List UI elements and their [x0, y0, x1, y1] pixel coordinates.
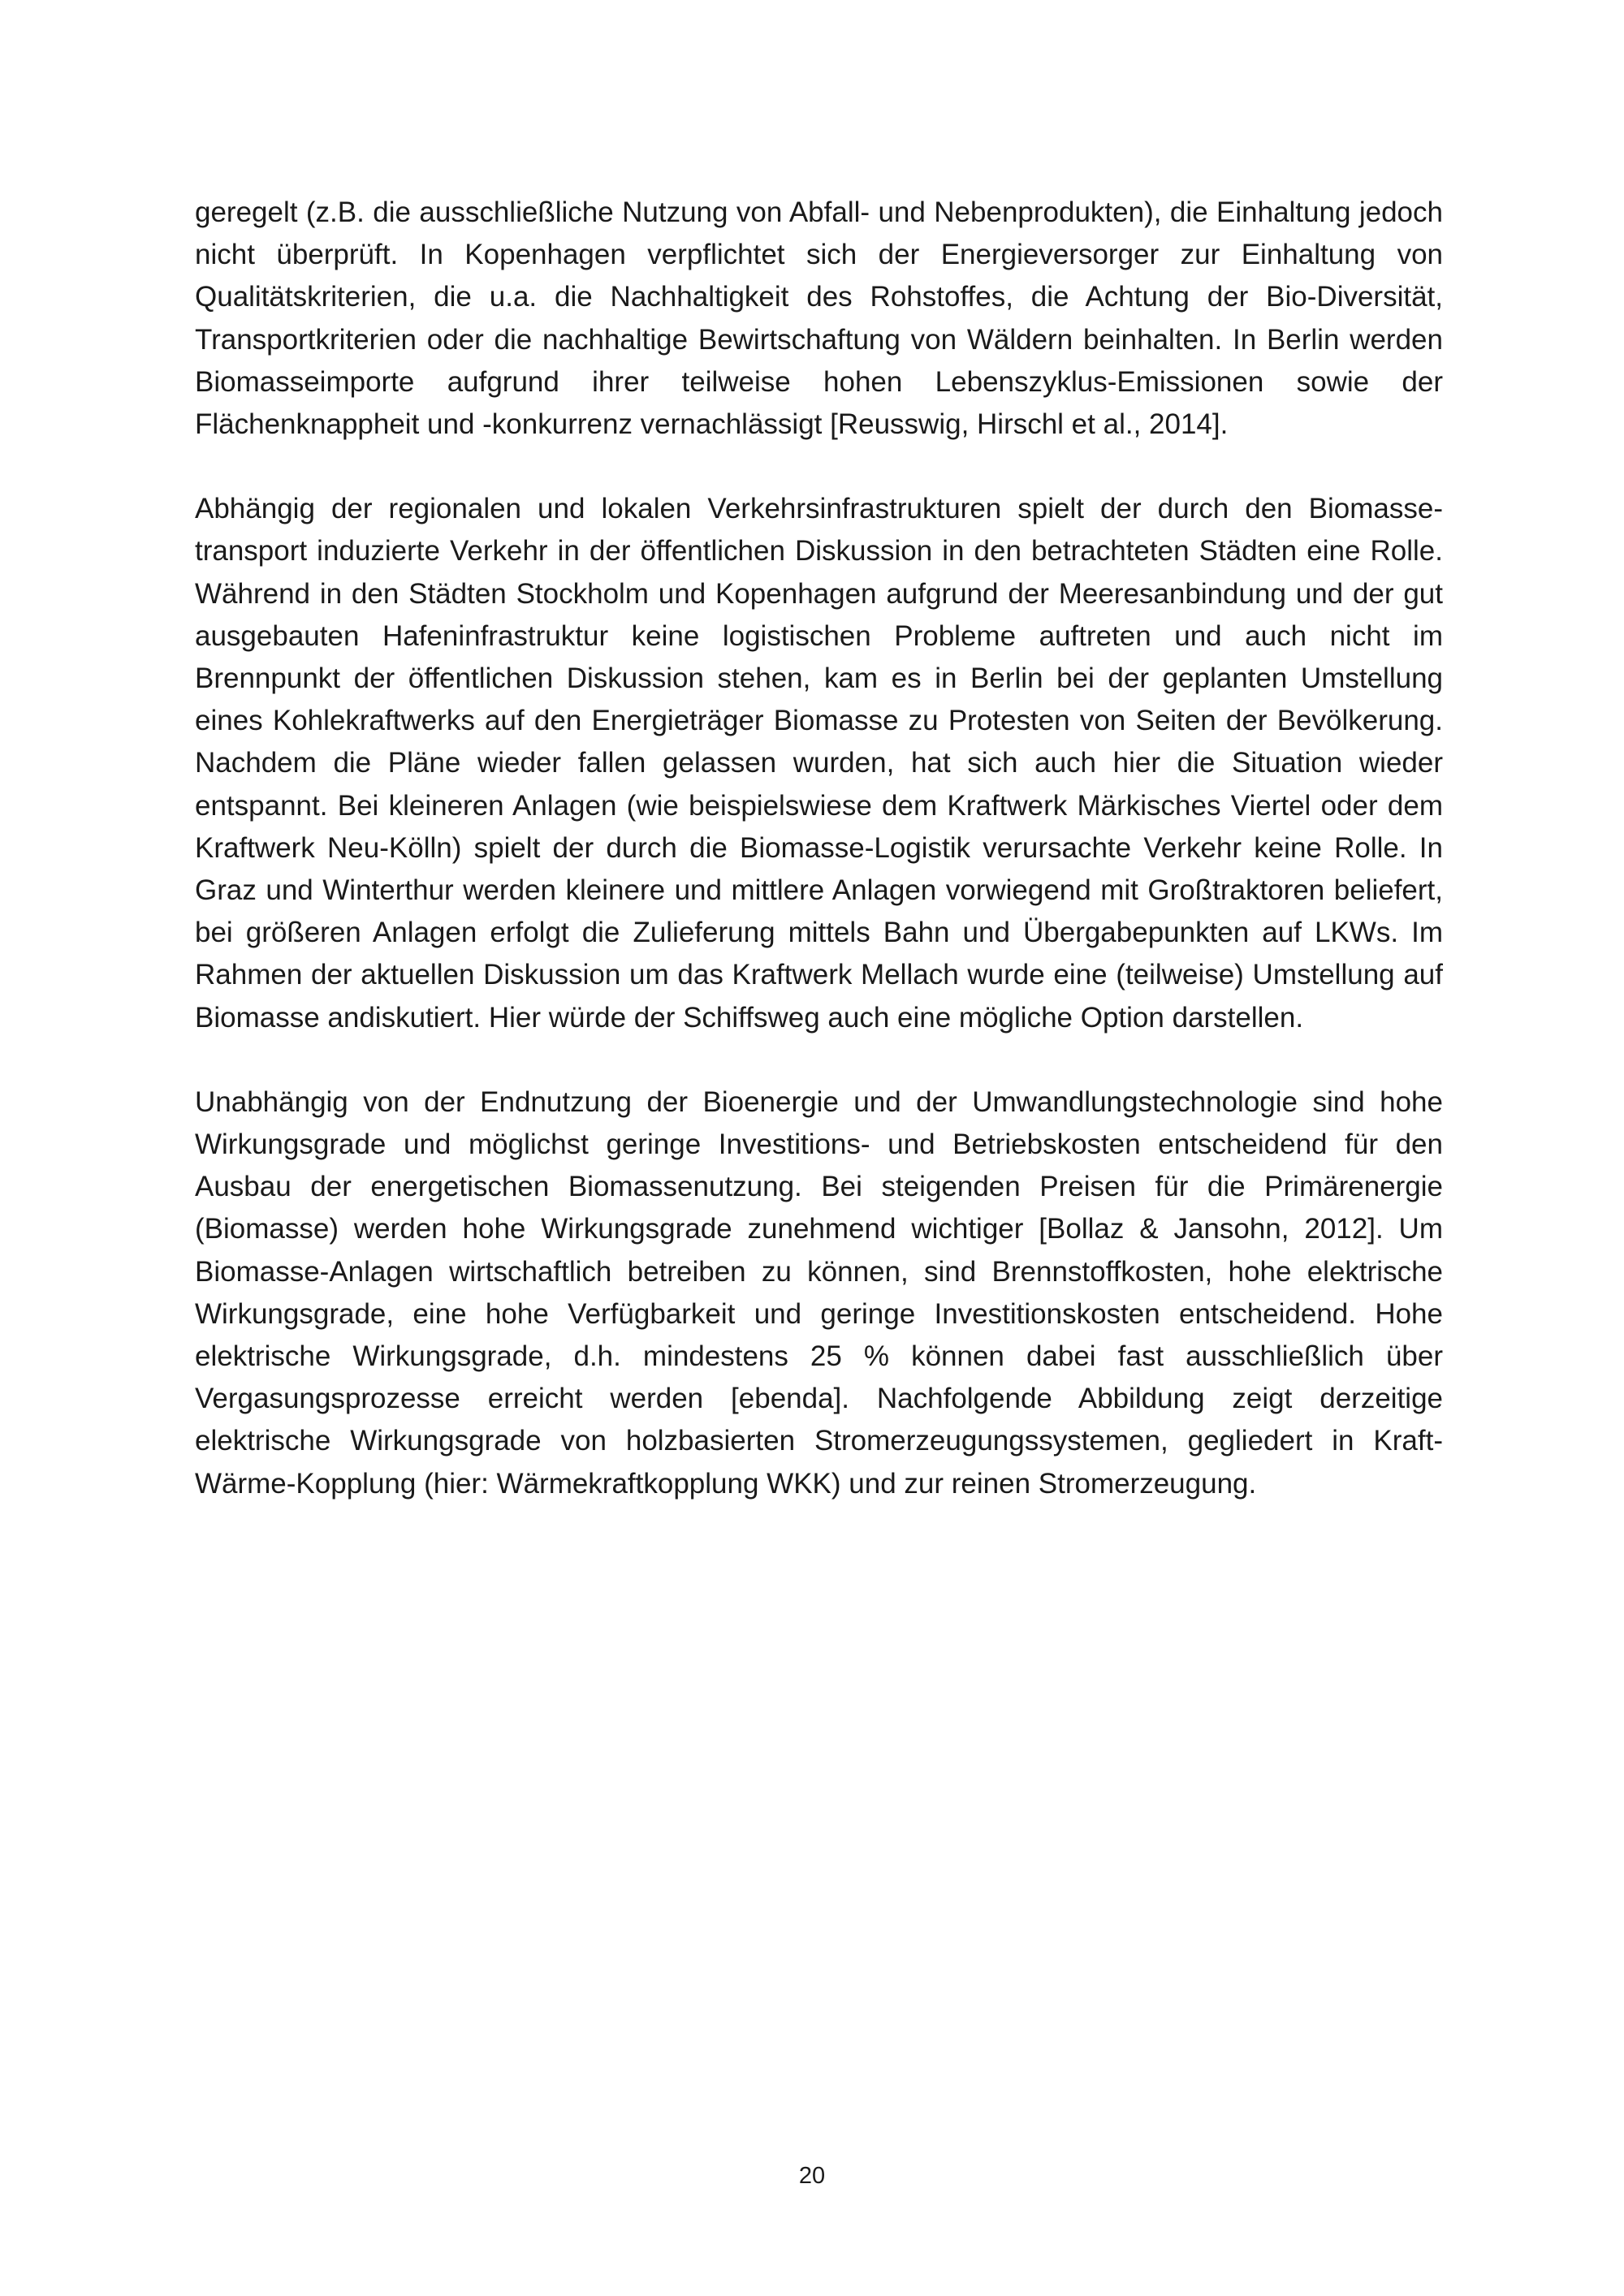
paragraph-transport-traffic: Abhängig der regionalen und lokalen Verkehrsinfrastrukturen spielt der durch den Biomassetransport induzierte Verkehr in der öffentlichen Diskussion in den betrachteten Städten eine Rolle. Während in den Städten Stockholm und Kopenhagen aufgrund der Meeresanbindung und der gut ausgebauten Hafeninfrastruktur keine logistischen Probleme auftreten und auch nicht im Brennpunkt der öffentlichen Diskussion stehen, kam es in Berlin bei der geplanten Umstellung eines Kohlekraftwerks auf den Energieträger Biomasse zu Protesten von Seiten der Bevölkerung. Nachdem die Pläne wieder fallen gelassen wurden, hat sich auch hier die Situation wieder entspannt. Bei kleineren Anlagen (wie beispielswiese dem Kraftwerk Märkisches Viertel oder dem Kraftwerk Neu-Kölln) spielt der durch die Biomasse-Logistik verursachte Verkehr keine Rolle. In Graz und Winterthur werden kleinere und mittlere Anlagen vorwiegend mit Großtraktoren beliefert, bei größeren Anlagen erfolgt die Zulieferung mittels Bahn und Übergabepunkten auf LKWs. Im Rahmen der aktuellen Diskussion um das Kraftwerk Mellach wurde eine (teilweise) Umstellung auf Biomasse andiskutiert. Hier würde der Schiffsweg auch eine mögliche Option darstellen. [195, 493, 1443, 1034]
body-text [195, 192, 1443, 1547]
paragraph-efficiency-costs: Unabhängig von der Endnutzung der Bioenergie und der Umwandlungstechnologie sind hohe Wirkungsgrade und möglichst geringe Investitions- und Betriebskosten entscheidend für den Ausbau der energetischen Biomassenutzung. Bei steigenden Preisen für die Primärenergie (Biomasse) werden hohe Wirkungsgrade zunehmend wichtiger [Bollaz & Jansohn, 2012]. Um Biomasse-Anlagen wirtschaftlich betreiben zu können, sind Brennstoffkosten, hohe elektrische Wirkungsgrade, eine hohe Verfügbarkeit und geringe Investitionskosten entscheidend. Hohe elektrische Wirkungsgrade, d.h. mindestens 25 % können dabei fast ausschließlich über Vergasungsprozesse erreicht werden [ebenda]. Nachfolgende Abbildung zeigt derzeitige elektrische Wirkungsgrade von holzbasierten Stromerzeugungssystemen, gegliedert in Kraft-Wärme-Kopplung (hier: Wärmekraftkopplung WKK) und zur reinen Stromerzeugung. [195, 1085, 1443, 1500]
page-number: 20 [798, 2163, 826, 2189]
paragraph-biomass-criteria: geregelt (z.B. die ausschließliche Nutzung von Abfall- und Nebenprodukten), die Einhaltung jedoch nicht überprüft. In Kopenhagen verpflichtet sich der Energieversorger zur Einhaltung von Qualitätskriterien, die u.a. die Nachhaltigkeit des Rohstoffes, die Achtung der Bio-Diversität, Transportkriterien oder die nachhaltige Bewirtschaftung von Wäldern beinhalten. In Berlin werden Biomasseimporte aufgrund ihrer teilweise hohen Lebenszyklus-Emissionen sowie der Flächenknappheit und -konkurrenz vernachlässigt [Reusswig, Hirschl et al., 2014]. [195, 196, 1443, 441]
